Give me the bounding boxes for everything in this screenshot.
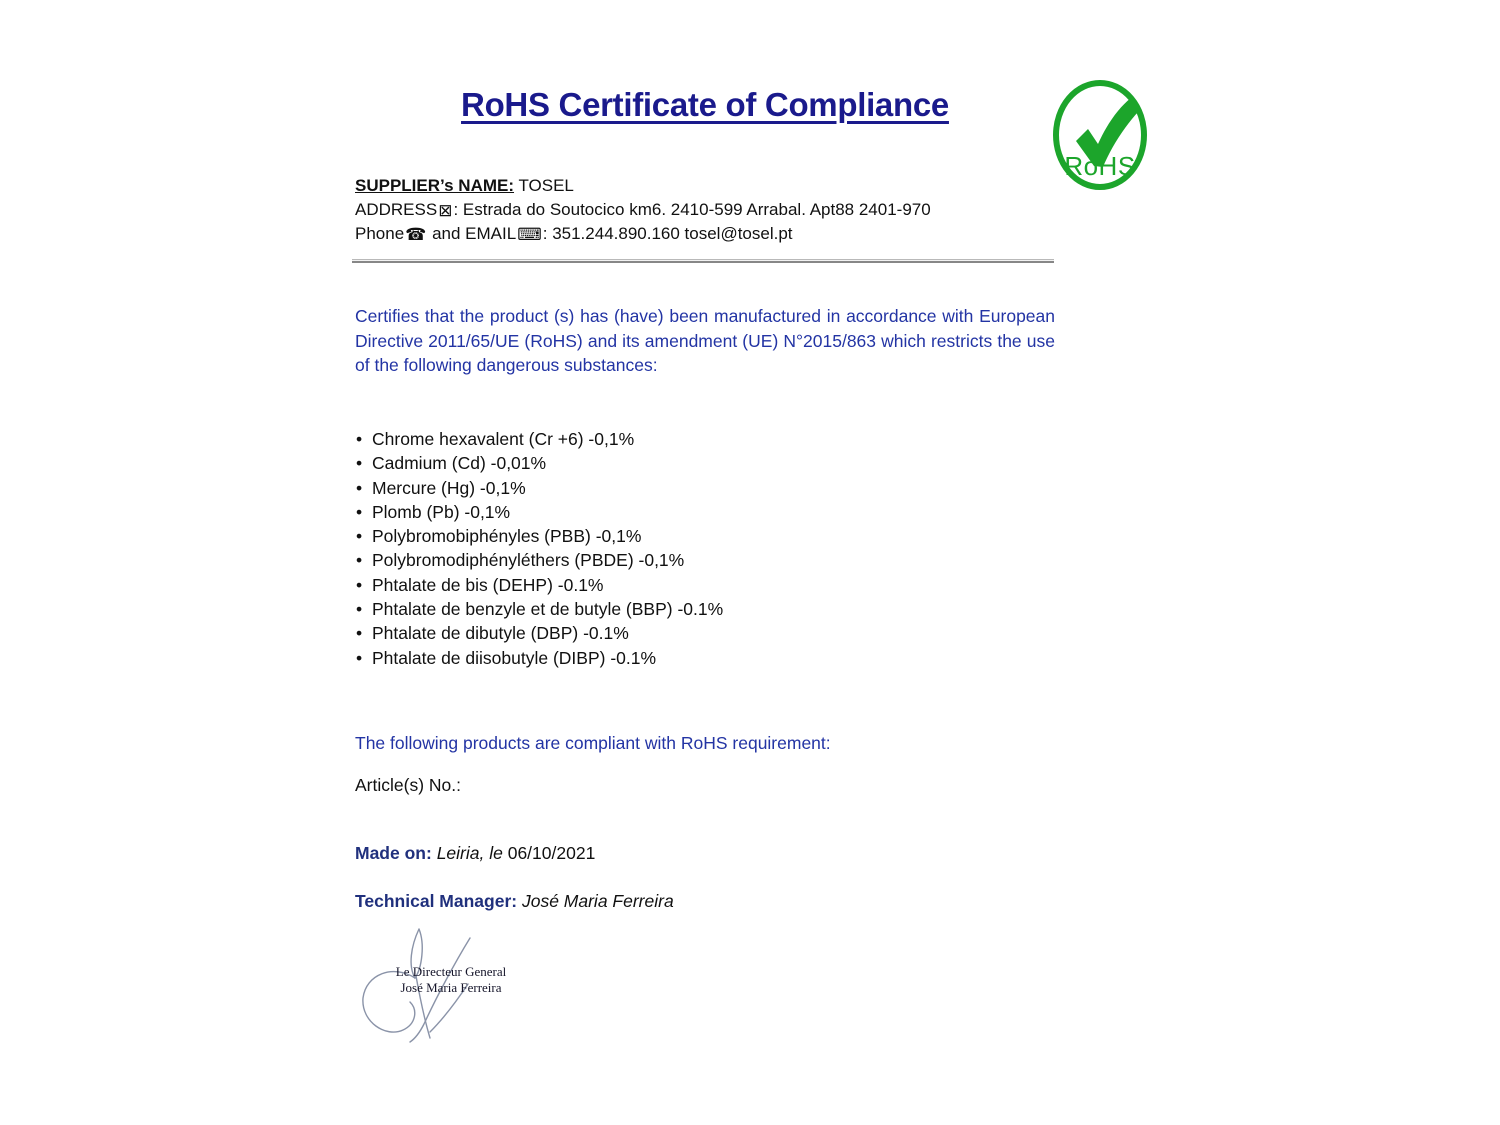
- page-title: RoHS Certificate of Compliance: [461, 86, 949, 123]
- supplier-name-label: SUPPLIER’s NAME:: [355, 176, 515, 195]
- envelope-icon: ⊠: [438, 201, 453, 220]
- substance-item: • Phtalate de bis (DEHP) -0.1%: [355, 573, 1055, 597]
- signature-line1: Le Directeur General: [395, 964, 507, 979]
- contact-value: : 351.244.890.160 tosel@tosel.pt: [542, 224, 793, 243]
- substance-item: • Phtalate de dibutyle (DBP) -0.1%: [355, 621, 1055, 645]
- supplier-block: [355, 174, 1055, 246]
- signature-text: [386, 964, 516, 996]
- signature-block: [358, 926, 508, 1048]
- signature-line2: José Maria Ferreira: [400, 980, 502, 995]
- phone-label: Phone: [355, 224, 405, 243]
- supplier-name-value: TOSEL: [518, 176, 574, 195]
- technical-manager-name: José Maria Ferreira: [521, 891, 674, 911]
- substance-item: • Polybromodiphényléthers (PBDE) -0,1%: [355, 548, 1055, 572]
- divider-rule: [352, 259, 1054, 263]
- rohs-logo: [1050, 78, 1150, 192]
- made-on-date: 06/10/2021: [507, 843, 596, 863]
- made-on-label: Made on:: [355, 843, 432, 863]
- rohs-logo-label: RoHS: [1064, 151, 1136, 181]
- phone-icon: ☎: [405, 225, 427, 244]
- made-on-line: [355, 843, 595, 864]
- title-wrap: [355, 86, 1055, 124]
- substance-item: • Phtalate de benzyle et de butyle (BBP) -0.1%: [355, 597, 1055, 621]
- substances-list: [355, 427, 1055, 670]
- address-label: ADDRESS: [355, 200, 438, 219]
- technical-manager-line: [355, 891, 674, 912]
- articles-label: Article(s) No.:: [355, 775, 461, 795]
- certifies-paragraph: Certifies that the product (s) has (have) been manufactured in accordance with European Directive 2011/65/UE (RoHS) and its amendment (UE) N°2015/863 which restricts the use of the following dangerous substances:: [355, 306, 1055, 375]
- made-on-place: Leiria, le: [436, 843, 503, 863]
- substance-item: • Polybromobiphényles (PBB) -0,1%: [355, 524, 1055, 548]
- email-label: and EMAIL: [432, 224, 517, 243]
- supplier-contact-line: [355, 222, 1055, 246]
- supplier-name-line: [355, 174, 1055, 198]
- substance-item: • Phtalate de diisobutyle (DIBP) -0.1%: [355, 646, 1055, 670]
- supplier-address-line: [355, 198, 1055, 222]
- substance-item: • Cadmium (Cd) -0,01%: [355, 451, 1055, 475]
- address-value: : Estrada do Soutocico km6. 2410-599 Arrabal. Apt88 2401-970: [453, 200, 931, 219]
- compliance-line: The following products are compliant with RoHS requirement:: [355, 733, 831, 753]
- substance-item: • Chrome hexavalent (Cr +6) -0,1%: [355, 427, 1055, 451]
- computer-icon: ⌨: [517, 225, 542, 244]
- technical-manager-label: Technical Manager:: [355, 891, 518, 911]
- substance-item: • Mercure (Hg) -0,1%: [355, 476, 1055, 500]
- substance-item: • Plomb (Pb) -0,1%: [355, 500, 1055, 524]
